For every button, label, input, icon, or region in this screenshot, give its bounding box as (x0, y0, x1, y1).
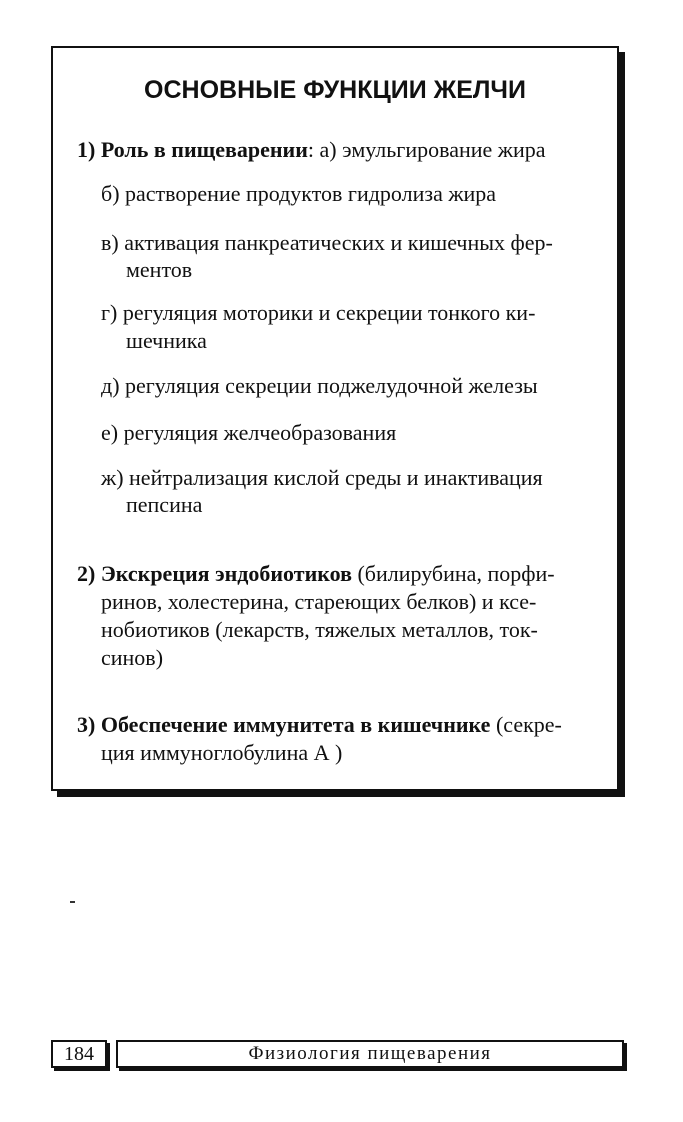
page-number: 184 (51, 1040, 107, 1068)
section-3-line-2: ция иммуноглобулина А ) (101, 740, 343, 765)
section-1-heading: 1) Роль в пищеварении (77, 137, 308, 162)
section-1-item-d: д) регуляция секреции поджелудочной железы (101, 373, 538, 398)
section-1-item-g: г) регуляция моторики и секреции тонкого ки- (101, 300, 536, 325)
section-2-line-3: нобиотиков (лекарств, тяжелых металлов, ток- (101, 617, 538, 642)
page-title: ОСНОВНЫЕ ФУНКЦИИ ЖЕЛЧИ (144, 76, 526, 104)
section-3-line-1: 3) Обеспечение иммунитета в кишечнике (секре- (77, 712, 562, 737)
section-1-line (77, 135, 546, 165)
section-1-item-zh: ж) нейтрализация кислой среды и инактивация (101, 465, 543, 490)
section-2-line-4: синов) (101, 645, 164, 670)
section-1-item-v: в) активация панкреатических и кишечных фер- (101, 230, 553, 255)
chapter-title: Физиология пищеварения (116, 1040, 624, 1068)
section-1-item-v-cont: ментов (126, 257, 193, 282)
section-1-item-a: : а) эмульгирование жира (307, 137, 546, 162)
section-2-line-2: ринов, холестерина, стареющих белков) и ксе- (101, 589, 537, 614)
section-2-heading: 2) Экскреция эндобиотиков (77, 561, 352, 586)
stray-mark (70, 901, 75, 903)
section-1-item-g-cont: шечника (126, 328, 207, 353)
section-1-item-zh-cont: пепсина (126, 492, 203, 517)
section-3-heading: 3) Обеспечение иммунитета в кишечнике (77, 712, 491, 737)
section-1-item-e: е) регуляция желчеобразования (101, 420, 397, 445)
section-2-line-1: 2) Экскреция эндобиотиков (билирубина, порфи- (77, 561, 555, 586)
section-1-item-b: б) растворение продуктов гидролиза жира (101, 181, 497, 206)
functions-frame (51, 46, 619, 791)
